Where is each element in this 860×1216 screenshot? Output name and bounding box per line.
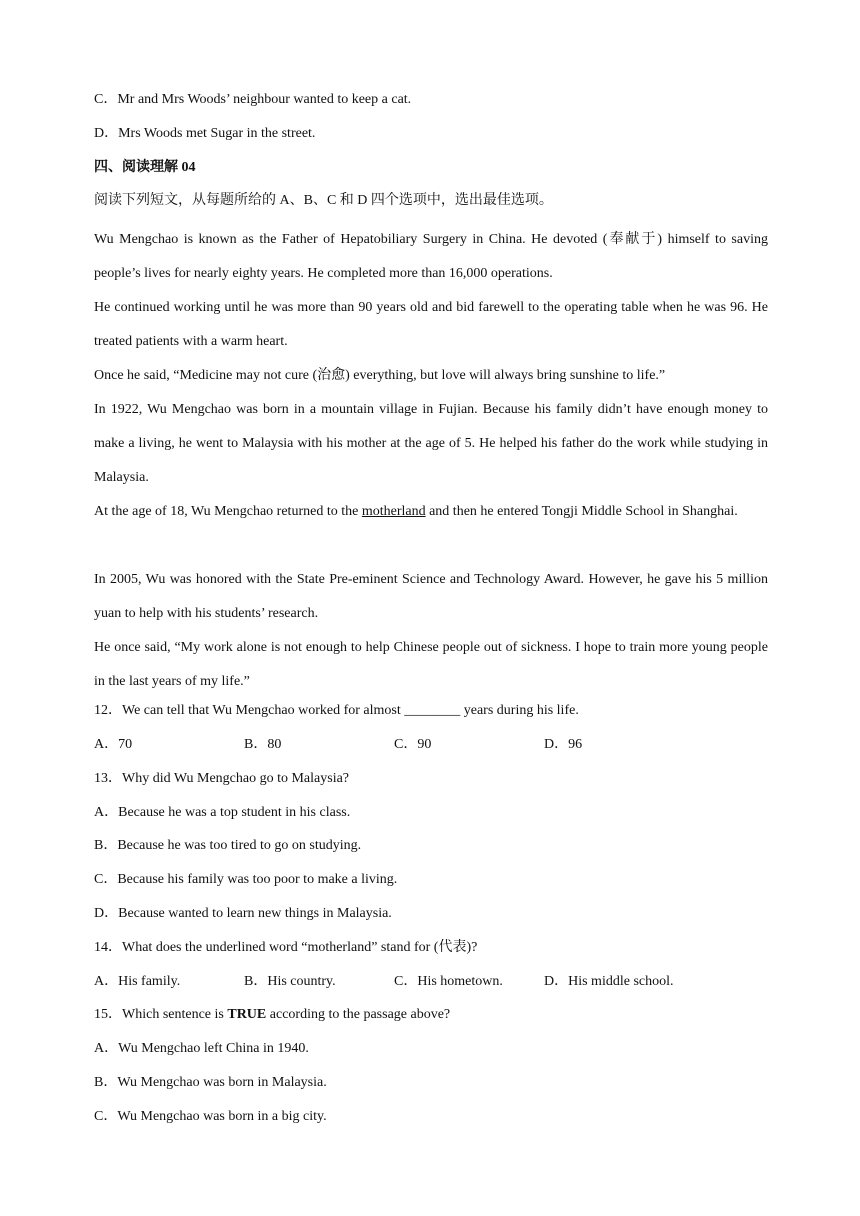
passage-paragraph-4: In 1922, Wu Mengchao was born in a mountain village in Fujian. Because his family didn’t have enough money to make a living, he went to Malaysia with his mother at the age of 5. He helped his father do the work while studying in Malaysia. [94, 402, 768, 486]
underlined-word-motherland: motherland [361, 504, 426, 520]
option-c: C．90 [394, 736, 432, 752]
page-content [94, 88, 768, 1139]
option-b: B．Because he was too tired to go on studying. [94, 838, 362, 854]
question-15 [94, 1003, 768, 1128]
option-row [94, 733, 768, 757]
question-stem: 12．We can tell that Wu Mengchao worked for almost ________ years during his life. [94, 703, 579, 719]
passage-paragraph-2: He continued working until he was more than 90 years old and bid farewell to the operating table when he was 96. He treated patients with a warm heart. [94, 300, 768, 350]
option-a: A．Because he was a top student in his class. [94, 804, 351, 820]
passage-paragraph-7: He once said, “My work alone is not enough to help Chinese people out of sickness. I hope to train more young people in the last years of my life.” [94, 640, 768, 690]
option-d: D．Because wanted to learn new things in Malaysia. [94, 905, 392, 921]
question-stem: 13．Why did Wu Mengchao go to Malaysia? [94, 770, 350, 786]
question-stem: 14．What does the underlined word “motherland” stand for (代表)? [94, 939, 478, 955]
option-c: C．Wu Mengchao was born in a big city. [94, 1108, 327, 1124]
option-d: D．His middle school. [544, 973, 674, 989]
passage-paragraph-3: Once he said, “Medicine may not cure (治愈) everything, but love will always bring sunshine to life.” [94, 368, 666, 384]
option-c: C．His hometown. [394, 973, 503, 989]
option-a: A．His family. [94, 973, 181, 989]
option-a: A．70 [94, 736, 133, 752]
question-stem: 15．Which sentence is TRUE according to the passage above? [94, 1007, 451, 1023]
instructions: 阅读下列短文，从每题所给的 A、B、C 和 D 四个选项中，选出最佳选项。 [94, 193, 553, 209]
prev-option-c: C．Mr and Mrs Woods’ neighbour wanted to keep a cat. [94, 92, 412, 107]
option-b: B．His country. [244, 973, 336, 989]
question-14 [94, 936, 768, 994]
option-d: D．96 [544, 736, 583, 752]
option-c: C．Because his family was too poor to make a living. [94, 872, 398, 888]
emphasis-true: TRUE [227, 1007, 267, 1023]
option-row [94, 970, 768, 994]
passage-paragraph-6: In 2005, Wu was honored with the State Pre-eminent Science and Technology Award. However, he gave his 5 million yuan to help with his students’ research. [94, 572, 768, 622]
prev-option-d: D．Mrs Woods met Sugar in the street. [94, 125, 316, 141]
option-a: A．Wu Mengchao left China in 1940. [94, 1041, 309, 1057]
reading-passage [94, 223, 768, 699]
option-b: B．Wu Mengchao was born in Malaysia. [94, 1074, 327, 1090]
passage-paragraph-1: Wu Mengchao is known as the Father of Hepatobiliary Surgery in China. He devoted (奉献于) himself to saving people’s lives for nearly eighty years. He completed more than 16,000 operations. [94, 232, 768, 282]
question-12 [94, 699, 768, 757]
option-b: B．80 [244, 736, 282, 752]
section-title: 四、阅读理解 04 [94, 159, 196, 175]
question-13 [94, 767, 768, 926]
passage-paragraph-5: At the age of 18, Wu Mengchao returned to the motherland and then he entered Tongji Middle School in Shanghai. [94, 504, 738, 520]
